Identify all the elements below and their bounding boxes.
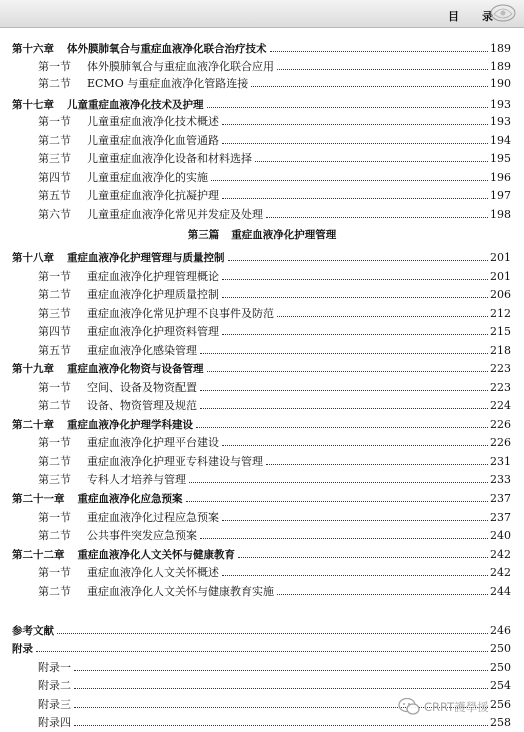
section-row <box>0 432 524 450</box>
leader-dots <box>200 407 488 409</box>
section-number: 第六节 <box>38 208 71 221</box>
leader-dots <box>222 278 488 280</box>
page-number: 256 <box>490 698 511 711</box>
chat-bubble-icon <box>398 697 420 717</box>
chapter-row <box>0 247 524 265</box>
section-row <box>0 469 524 487</box>
leader-dots <box>277 68 488 70</box>
page-number: 215 <box>490 325 511 338</box>
appendix-title: 附录二 <box>38 679 71 692</box>
page-number: 237 <box>490 511 511 524</box>
leader-dots <box>222 444 488 446</box>
leader-dots <box>74 669 488 671</box>
page-number: 218 <box>490 344 511 357</box>
leader-dots <box>222 574 488 576</box>
leader-dots <box>222 333 488 335</box>
section-number: 第二节 <box>38 529 71 542</box>
page-number: 193 <box>490 98 511 111</box>
leader-dots <box>200 352 488 354</box>
section-number: 第一节 <box>38 436 71 449</box>
section-title: 专科人才培养与管理 <box>87 473 186 486</box>
chapter-title: 重症血液净化护理学科建设 <box>67 419 193 431</box>
section-title: 重症血液净化护理资料管理 <box>87 325 219 338</box>
section-row <box>0 73 524 91</box>
chapter-row <box>0 638 524 656</box>
chapter-row <box>0 94 524 112</box>
page-number: 242 <box>490 548 511 561</box>
chapter-title: 重症血液净化人文关怀与健康教育 <box>77 549 235 561</box>
section-row <box>0 581 524 599</box>
part-title: 第三篇 <box>187 229 220 241</box>
leader-dots <box>200 389 488 391</box>
section-number: 第二节 <box>38 288 71 301</box>
chapter-title: 重症血液净化物资与设备管理 <box>67 363 204 375</box>
section-title: 体外膜肺氧合与重症血液净化联合应用 <box>87 60 274 73</box>
leader-dots <box>277 593 488 595</box>
leader-dots <box>57 632 488 634</box>
section-title: 公共事件突发应急预案 <box>87 529 197 542</box>
page-number: 201 <box>490 251 511 264</box>
leader-dots <box>238 556 488 558</box>
chapter-title: 重症血液净化护理管理与质量控制 <box>67 252 225 264</box>
page-number: 231 <box>490 455 511 468</box>
section-row <box>0 377 524 395</box>
section-number: 第一节 <box>38 60 71 73</box>
section-row <box>0 321 524 339</box>
page-number: 206 <box>490 288 511 301</box>
section-row <box>0 130 524 148</box>
page-number: 240 <box>490 529 511 542</box>
appendix-row <box>0 657 524 675</box>
page-number: 226 <box>490 418 511 431</box>
section-row <box>0 266 524 284</box>
leader-dots <box>222 197 488 199</box>
page-number: 194 <box>490 134 511 147</box>
page-number: 223 <box>490 381 511 394</box>
leader-dots <box>266 463 488 465</box>
page-number: 196 <box>490 171 511 184</box>
leader-dots <box>222 296 488 298</box>
page-number: 224 <box>490 399 511 412</box>
page-number: 242 <box>490 566 511 579</box>
section-number: 第一节 <box>38 381 71 394</box>
leader-dots <box>74 724 488 726</box>
watermark-text: CRRT護學援 <box>424 700 489 714</box>
page-number: 237 <box>490 492 511 505</box>
section-row <box>0 167 524 185</box>
chapter-number: 第十六章 <box>12 43 54 55</box>
section-row <box>0 340 524 358</box>
section-title: 重症血液净化护理亚专科建设与管理 <box>87 455 263 468</box>
leader-dots <box>222 123 488 125</box>
section-title: 儿童重症血液净化的实施 <box>87 171 208 184</box>
section-row <box>0 284 524 302</box>
leader-dots <box>255 160 488 162</box>
section-number: 第二节 <box>38 134 71 147</box>
leader-dots <box>200 537 488 539</box>
section-title: 儿童重症血液净化常见并发症及处理 <box>87 208 263 221</box>
page-number: 223 <box>490 362 511 375</box>
page-number: 233 <box>490 473 511 486</box>
section-row <box>0 204 524 222</box>
section-title: 儿童重症血液净化技术概述 <box>87 115 219 128</box>
section-number: 第二节 <box>38 399 71 412</box>
chapter-row <box>0 620 524 638</box>
leader-dots <box>207 370 489 372</box>
section-number: 第三节 <box>38 473 71 486</box>
section-row <box>0 111 524 129</box>
chapter-title: 重症血液净化应急预案 <box>77 493 183 505</box>
section-title: 重症血液净化人文关怀概述 <box>87 566 219 579</box>
section-number: 第五节 <box>38 344 71 357</box>
chapter-row <box>0 544 524 562</box>
page-number: 189 <box>490 42 511 55</box>
section-row <box>0 56 524 74</box>
section-number: 第二节 <box>38 585 71 598</box>
section-row <box>0 148 524 166</box>
watermark <box>398 694 489 720</box>
chapter-number: 第十八章 <box>12 252 54 264</box>
page-number: 195 <box>490 152 511 165</box>
page-number: 254 <box>490 679 511 692</box>
leader-dots <box>222 142 488 144</box>
section-row <box>0 562 524 580</box>
chapter-row <box>0 414 524 432</box>
section-number: 第三节 <box>38 152 71 165</box>
section-title: 空间、设备及物资配置 <box>87 381 197 394</box>
leader-dots <box>222 519 488 521</box>
section-title: 重症血液净化感染管理 <box>87 344 197 357</box>
appendix-title: 附录四 <box>38 716 71 729</box>
chapter-title: 儿童重症血液净化技术及护理 <box>67 99 204 111</box>
section-number: 第四节 <box>38 325 71 338</box>
header-bar <box>0 0 524 28</box>
leader-dots <box>251 85 488 87</box>
section-title: ECMO 与重症血液净化管路连接 <box>87 77 249 90</box>
section-title: 重症血液净化常见护理不良事件及防范 <box>87 307 274 320</box>
appendix-title: 附录三 <box>38 698 71 711</box>
section-number: 第二节 <box>38 77 71 90</box>
page-number: 226 <box>490 436 511 449</box>
section-title: 儿童重症血液净化血管通路 <box>87 134 219 147</box>
chapter-number: 第十九章 <box>12 363 54 375</box>
leader-dots <box>211 179 488 181</box>
appendix-title: 附录一 <box>38 661 71 674</box>
chapter-row <box>0 358 524 376</box>
section-number: 第五节 <box>38 189 71 202</box>
section-number: 第一节 <box>38 566 71 579</box>
chapter-number: 第二十二章 <box>12 549 65 561</box>
section-row <box>0 525 524 543</box>
section-number: 第一节 <box>38 115 71 128</box>
ornament-icon <box>486 2 520 24</box>
chapter-title: 参考文献 <box>12 625 54 637</box>
page-number: 197 <box>490 189 511 202</box>
section-title: 重症血液净化护理平台建设 <box>87 436 219 449</box>
page-number: 250 <box>490 642 511 655</box>
section-row <box>0 185 524 203</box>
section-title: 重症血液净化人文关怀与健康教育实施 <box>87 585 274 598</box>
page-number: 246 <box>490 624 511 637</box>
section-title: 儿童重症血液净化抗凝护理 <box>87 189 219 202</box>
leader-dots <box>186 500 489 502</box>
leader-dots <box>270 50 489 52</box>
part-name: 重症血液净化护理管理 <box>231 229 337 241</box>
leader-dots <box>189 481 488 483</box>
leader-dots <box>207 106 489 108</box>
leader-dots <box>266 216 488 218</box>
section-title: 重症血液净化护理质量控制 <box>87 288 219 301</box>
section-number: 第一节 <box>38 270 71 283</box>
chapter-row <box>0 38 524 56</box>
section-title: 重症血液净化护理管理概论 <box>87 270 219 283</box>
section-number: 第一节 <box>38 511 71 524</box>
page-number: 190 <box>490 77 511 90</box>
section-row <box>0 303 524 321</box>
part-row <box>0 224 524 242</box>
section-row <box>0 395 524 413</box>
leader-dots <box>277 315 488 317</box>
page-number: 201 <box>490 270 511 283</box>
chapter-row <box>0 488 524 506</box>
section-number: 第四节 <box>38 171 71 184</box>
chapter-title: 体外膜肺氧合与重症血液净化联合治疗技术 <box>67 43 267 55</box>
page-number: 244 <box>490 585 511 598</box>
leader-dots <box>196 426 488 428</box>
section-row <box>0 507 524 525</box>
page-number: 189 <box>490 60 511 73</box>
leader-dots <box>228 259 489 261</box>
leader-dots <box>36 650 488 652</box>
section-title: 设备、物资管理及规范 <box>87 399 197 412</box>
section-number: 第三节 <box>38 307 71 320</box>
appendix-row <box>0 675 524 693</box>
page-number: 258 <box>490 716 511 729</box>
chapter-number: 第十七章 <box>12 99 54 111</box>
page-number: 198 <box>490 208 511 221</box>
section-row <box>0 451 524 469</box>
section-number: 第二节 <box>38 455 71 468</box>
leader-dots <box>74 687 488 689</box>
chapter-number: 第二十章 <box>12 419 54 431</box>
page-number: 212 <box>490 307 511 320</box>
chapter-title: 附录 <box>12 643 33 655</box>
header-title: 目 录 <box>448 10 499 23</box>
page-number: 250 <box>490 661 511 674</box>
section-title: 重症血液净化过程应急预案 <box>87 511 219 524</box>
section-title: 儿童重症血液净化设备和材料选择 <box>87 152 252 165</box>
page-number: 193 <box>490 115 511 128</box>
chapter-number: 第二十一章 <box>12 493 65 505</box>
